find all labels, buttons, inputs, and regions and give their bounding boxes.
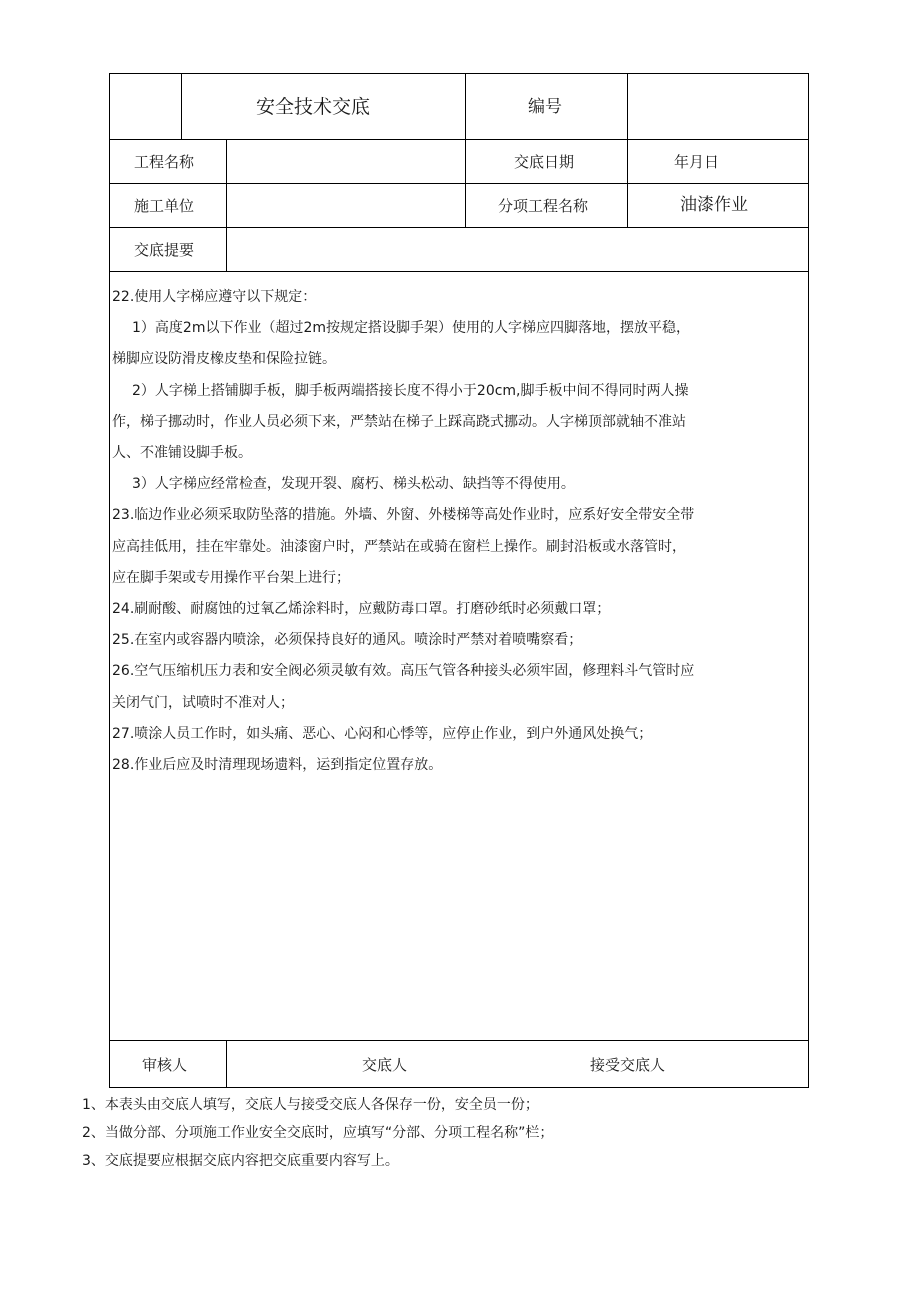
content-line: 梯脚应设防滑皮橡皮垫和保险拉链。 <box>112 351 336 368</box>
footnote: 3、交底提要应根据交底内容把交底重要内容写上。 <box>82 1153 399 1169</box>
content-line: 人、不准铺设脚手板。 <box>112 445 252 462</box>
table-rule <box>109 183 809 184</box>
table-col-divider <box>226 1040 227 1088</box>
summary-label: 交底提要 <box>134 241 195 259</box>
footnote: 2、当做分部、分项施工作业安全交底时，应填写“分部、分项工程名称”栏； <box>82 1125 554 1141</box>
content-line: 22.使用人字梯应遵守以下规定： <box>112 289 317 305</box>
date-value[interactable]: 年月日 <box>674 153 720 171</box>
discloser-label: 交底人 <box>362 1056 408 1074</box>
table-border-top <box>109 73 809 74</box>
content-line: 应高挂低用，挂在牢靠处。油漆窗户时，严禁站在或骑在窗栏上操作。刷封沿板或水落管时， <box>112 538 686 555</box>
content-line: 3）人字梯应经常检查，发现开裂、腐朽、梯头松动、缺挡等不得使用。 <box>132 476 575 493</box>
table-border-bottom <box>109 1087 809 1088</box>
content-line: 2）人字梯上搭铺脚手板，脚手板两端搭接长度不得小于20cm,脚手板中间不得同时两人操 <box>132 382 689 399</box>
table-col-divider <box>465 73 466 228</box>
content-line: 27.喷涂人员工作时，如头痛、恶心、心闷和心悸等，应停止作业，到户外通风处换气； <box>112 725 653 742</box>
table-col-divider <box>226 139 227 272</box>
content-line: 24.刷耐酸、耐腐蚀的过氧乙烯涂料时，应戴防毒口罩。打磨砂纸时必须戴口罩； <box>112 601 611 618</box>
number-label: 编号 <box>528 97 562 117</box>
table-rule <box>109 227 809 228</box>
content-line: 关闭气门，试喷时不准对人； <box>112 694 294 711</box>
project-name-label: 工程名称 <box>134 153 195 171</box>
unit-label: 施工单位 <box>134 197 195 215</box>
content-line: 28.作业后应及时清理现场遗料，运到指定位置存放。 <box>112 757 443 774</box>
table-rule <box>109 139 809 140</box>
table-border-right <box>808 73 809 1088</box>
receiver-label: 接受交底人 <box>590 1056 666 1074</box>
subproject-label: 分项工程名称 <box>498 197 589 215</box>
content-line: 作，梯子挪动时，作业人员必须下来，严禁站在梯子上踩高跷式挪动。人字梯顶部就轴不准站 <box>112 413 686 430</box>
content-line: 应在脚手架或专用操作平台架上进行； <box>112 569 350 586</box>
table-border-left <box>109 73 110 1088</box>
document-title: 安全技术交底 <box>256 96 371 118</box>
footnote: 1、本表头由交底人填写，交底人与接受交底人各保存一份，安全员一份； <box>82 1097 539 1113</box>
disclosure-content <box>112 282 806 781</box>
subproject-value[interactable]: 油漆作业 <box>680 195 748 215</box>
table-rule <box>109 271 809 272</box>
content-line: 23.临边作业必须采取防坠落的措施。外墙、外窗、外楼梯等高处作业时，应系好安全带安全带 <box>112 507 695 524</box>
date-label: 交底日期 <box>514 153 575 171</box>
content-line: 25.在室内或容器内喷涂，必须保持良好的通风。喷涂时严禁对着喷嘴察看； <box>112 632 583 649</box>
reviewer-label: 审核人 <box>142 1056 188 1074</box>
footnotes <box>82 1091 902 1175</box>
table-col-divider <box>181 73 182 140</box>
table-col-divider <box>627 73 628 228</box>
content-line: 26.空气压缩机压力表和安全阀必须灵敏有效。高压气管各种接头必须牢固，修理料斗气管时应 <box>112 663 695 680</box>
table-rule <box>109 1040 809 1041</box>
content-line: 1）高度2m以下作业（超过2m按规定搭设脚手架）使用的人字梯应四脚落地，摆放平稳， <box>132 320 690 337</box>
